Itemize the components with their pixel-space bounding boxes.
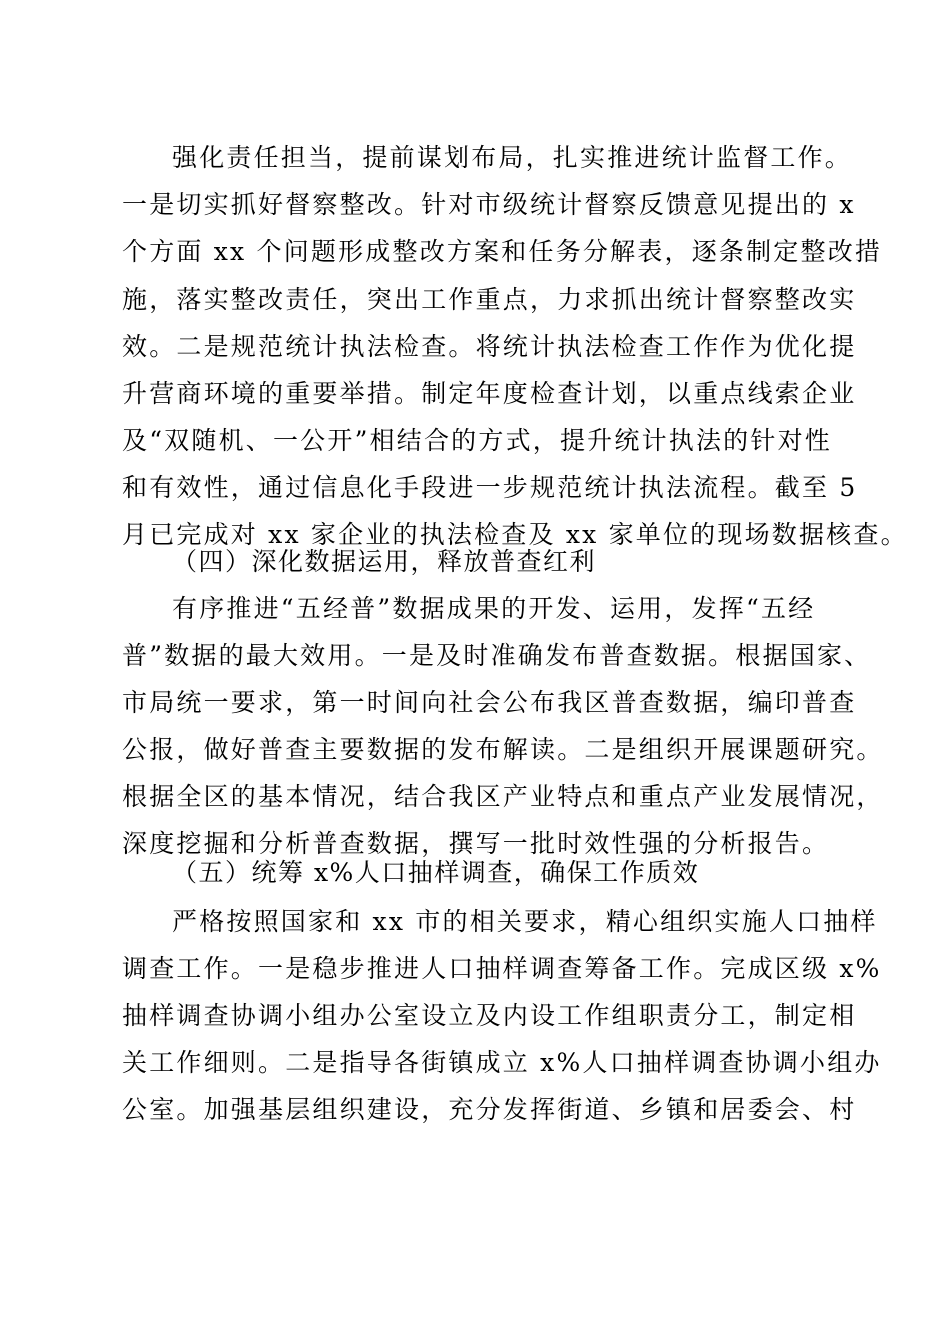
paragraph-line: 个方面 xx 个问题形成整改方案和任务分解表，逐条制定整改措 [122, 237, 883, 266]
section-heading-4: （四）深化数据运用，释放普查红利 [172, 547, 597, 576]
paragraph-line: 升营商环境的重要举措。制定年度检查计划，以重点线索企业 [122, 379, 857, 408]
paragraph-line: 严格按照国家和 xx 市的相关要求，精心组织实施人口抽样 [172, 907, 878, 936]
paragraph-line: 月已完成对 xx 家企业的执法检查及 xx 家单位的现场数据核查。 [122, 520, 908, 549]
paragraph-line: 效。二是规范统计执法检查。将统计执法检查工作作为优化提 [122, 332, 857, 361]
paragraph-line: 关工作细则。二是指导各街镇成立 x%人口抽样调查协调小组办 [122, 1048, 882, 1077]
paragraph-line: 有序推进“五经普”数据成果的开发、运用，发挥“五经 [172, 594, 816, 623]
paragraph-line: 根据全区的基本情况，结合我区产业特点和重点产业发展情况， [122, 782, 884, 811]
paragraph-line: 强化责任担当，提前谋划布局，扎实推进统计监督工作。 [172, 143, 853, 172]
paragraph-line: 市局统一要求，第一时间向社会公布我区普查数据，编印普查 [122, 688, 857, 717]
paragraph-line: 和有效性，通过信息化手段进一步规范统计执法流程。截至 5 [122, 473, 858, 502]
paragraph-line: 公报，做好普查主要数据的发布解读。二是组织开展课题研究。 [122, 735, 884, 764]
paragraph-line: 深度挖掘和分析普查数据，撰写一批时效性强的分析报告。 [122, 829, 830, 858]
paragraph-line: 及“双随机、一公开”相结合的方式，提升统计执法的针对性 [122, 426, 832, 455]
section-heading-5: （五）统筹 x%人口抽样调查，确保工作质效 [172, 858, 700, 887]
paragraph-line: 一是切实抓好督察整改。针对市级统计督察反馈意见提出的 x [122, 190, 856, 219]
paragraph-line: 施，落实整改责任，突出工作重点，力求抓出统计督察整改实 [122, 285, 857, 314]
paragraph-line: 公室。加强基层组织建设，充分发挥街道、乡镇和居委会、村 [122, 1095, 857, 1124]
paragraph-line: 抽样调查协调小组办公室设立及内设工作组职责分工，制定相 [122, 1001, 857, 1030]
paragraph-line: 普”数据的最大效用。一是及时准确发布普查数据。根据国家、 [122, 641, 872, 670]
paragraph-line: 调查工作。一是稳步推进人口抽样调查筹备工作。完成区级 x% [122, 954, 882, 983]
